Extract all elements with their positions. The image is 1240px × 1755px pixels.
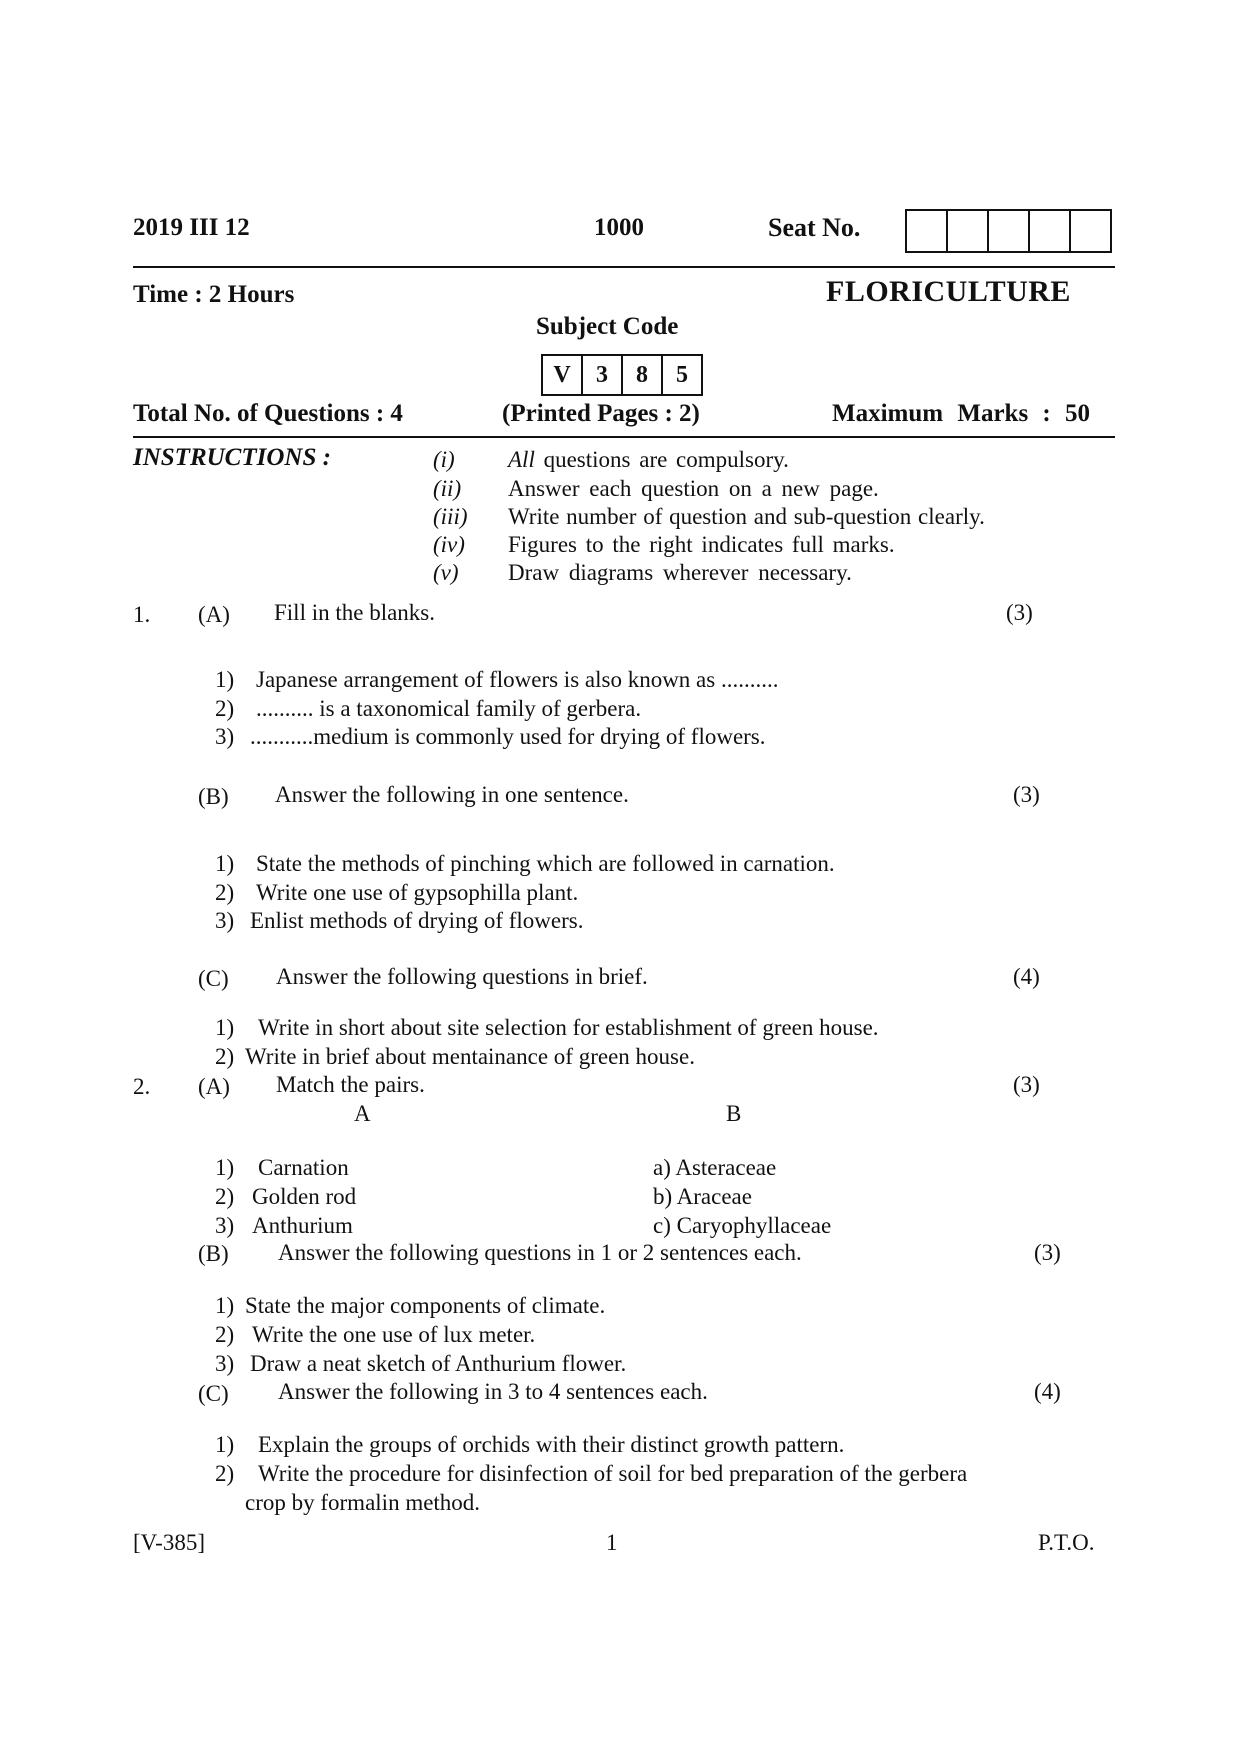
marks: (3) [1013, 782, 1040, 807]
instruction-text: Write number of question and sub-question clearly. [508, 504, 985, 529]
instructions-label: INSTRUCTIONS : [133, 444, 331, 471]
match-left-item: Anthurium [252, 1213, 353, 1238]
sub-question-title: Answer the following questions in brief. [276, 964, 648, 989]
question-item: Write the procedure for disinfection of soil for bed preparation of the gerbera [258, 1461, 968, 1486]
item-number: 1) [215, 667, 235, 692]
question-item: Write the one use of lux meter. [252, 1322, 536, 1347]
item-number: 1) [215, 1432, 235, 1457]
seat-box-3 [989, 211, 1030, 251]
item-number: 2) [215, 696, 235, 721]
instruction-num: (ii) [433, 476, 462, 501]
footer-pto: P.T.O. [1038, 1530, 1095, 1555]
marks: (3) [1013, 1072, 1040, 1097]
sub-question-title: Answer the following in 3 to 4 sentences each. [278, 1379, 708, 1404]
question-item: State the methods of pinching which are followed in carnation. [256, 851, 835, 876]
seat-box-2 [948, 211, 989, 251]
header-rule-top [133, 266, 1115, 268]
instruction-num: (i) [433, 447, 455, 472]
instruction-emphasis: All [508, 447, 535, 472]
instruction-text: Answer each question on a new page. [508, 476, 879, 501]
sub-question-title: Match the pairs. [276, 1072, 425, 1097]
match-right-item: b) Araceae [653, 1184, 752, 1209]
paper-serial: 1000 [594, 214, 644, 241]
marks: (4) [1013, 964, 1040, 989]
subject-code-char: V [543, 356, 583, 394]
question-item-continued: crop by formalin method. [245, 1490, 481, 1515]
sub-question-label: (C) [198, 1381, 229, 1406]
sub-question-label: (A) [198, 1074, 230, 1099]
instruction-num: (iii) [433, 504, 468, 529]
item-number: 1) [215, 851, 235, 876]
instruction-item [508, 447, 789, 473]
match-right-item: a) Asteraceae [653, 1155, 777, 1180]
item-number: 3) [215, 1351, 235, 1376]
item-number: 3) [215, 724, 235, 749]
question-item: ...........medium is commonly used for drying of flowers. [250, 724, 766, 749]
question-item: Write one use of gypsophilla plant. [256, 880, 579, 905]
header-rule-bottom [133, 436, 1115, 438]
question-item: Explain the groups of orchids with their distinct growth pattern. [258, 1432, 845, 1457]
seat-box-4 [1030, 211, 1071, 251]
item-number: 2) [215, 1044, 235, 1069]
sub-question-title: Fill in the blanks. [274, 600, 435, 625]
instruction-num: (v) [433, 560, 459, 585]
question-item: .......... is a taxonomical family of gerbera. [256, 696, 642, 721]
sub-question-label: (B) [198, 1241, 229, 1266]
marks: (3) [1006, 600, 1033, 625]
footer-paper-code: [V-385] [133, 1530, 205, 1555]
exam-code: 2019 III 12 [133, 214, 250, 241]
item-number: 2) [215, 1461, 235, 1486]
sub-question-label: (C) [198, 966, 229, 991]
seat-number-boxes [905, 209, 1112, 253]
sub-question-label: (B) [198, 784, 229, 809]
item-number: 1) [215, 1155, 235, 1180]
column-a-header: A [354, 1101, 371, 1126]
instruction-num: (iv) [433, 532, 465, 557]
question-number: 2. [133, 1074, 151, 1099]
printed-pages: (Printed Pages : 2) [502, 400, 700, 427]
subject-code-char: 3 [583, 356, 623, 394]
seat-box-1 [907, 211, 948, 251]
instruction-text: questions are compulsory. [543, 447, 789, 472]
question-item: Write in brief about mentainance of green house. [245, 1044, 695, 1069]
marks: (4) [1034, 1379, 1061, 1404]
question-number: 1. [133, 602, 151, 627]
footer-page-number: 1 [606, 1530, 618, 1555]
question-item: State the major components of climate. [245, 1293, 606, 1318]
sub-question-label: (A) [198, 602, 230, 627]
time-allowed: Time : 2 Hours [133, 281, 295, 308]
column-b-header: B [726, 1101, 742, 1126]
item-number: 1) [215, 1293, 235, 1318]
subject-code-label: Subject Code [536, 313, 679, 340]
subject-code-char: 8 [623, 356, 663, 394]
seat-label: Seat No. [768, 213, 861, 242]
sub-question-title: Answer the following in one sentence. [275, 782, 629, 807]
marks: (3) [1034, 1240, 1061, 1265]
item-number: 2) [215, 1322, 235, 1347]
item-number: 1) [215, 1015, 235, 1040]
subject-code-boxes [541, 354, 703, 396]
instruction-text: Draw diagrams wherever necessary. [508, 560, 852, 585]
subject-code-char: 5 [676, 362, 688, 388]
match-right-item: c) Caryophyllaceae [653, 1213, 832, 1238]
question-item: Japanese arrangement of flowers is also known as .......... [256, 667, 779, 692]
match-left-item: Golden rod [252, 1184, 357, 1209]
instruction-text: Figures to the right indicates full marks. [508, 532, 895, 557]
total-questions: Total No. of Questions : 4 [133, 400, 403, 427]
sub-question-title: Answer the following questions in 1 or 2 sentences each. [278, 1240, 802, 1265]
subject-title: FLORICULTURE [826, 275, 1071, 308]
item-number: 2) [215, 880, 235, 905]
item-number: 2) [215, 1184, 235, 1209]
maximum-marks: Maximum Marks : 50 [832, 400, 1090, 427]
question-item: Draw a neat sketch of Anthurium flower. [250, 1351, 627, 1376]
question-item: Write in short about site selection for establishment of green house. [258, 1015, 879, 1040]
match-left-item: Carnation [258, 1155, 349, 1180]
seat-box-5 [1071, 211, 1110, 251]
question-item: Enlist methods of drying of flowers. [250, 908, 584, 933]
item-number: 3) [215, 908, 235, 933]
item-number: 3) [215, 1213, 235, 1238]
